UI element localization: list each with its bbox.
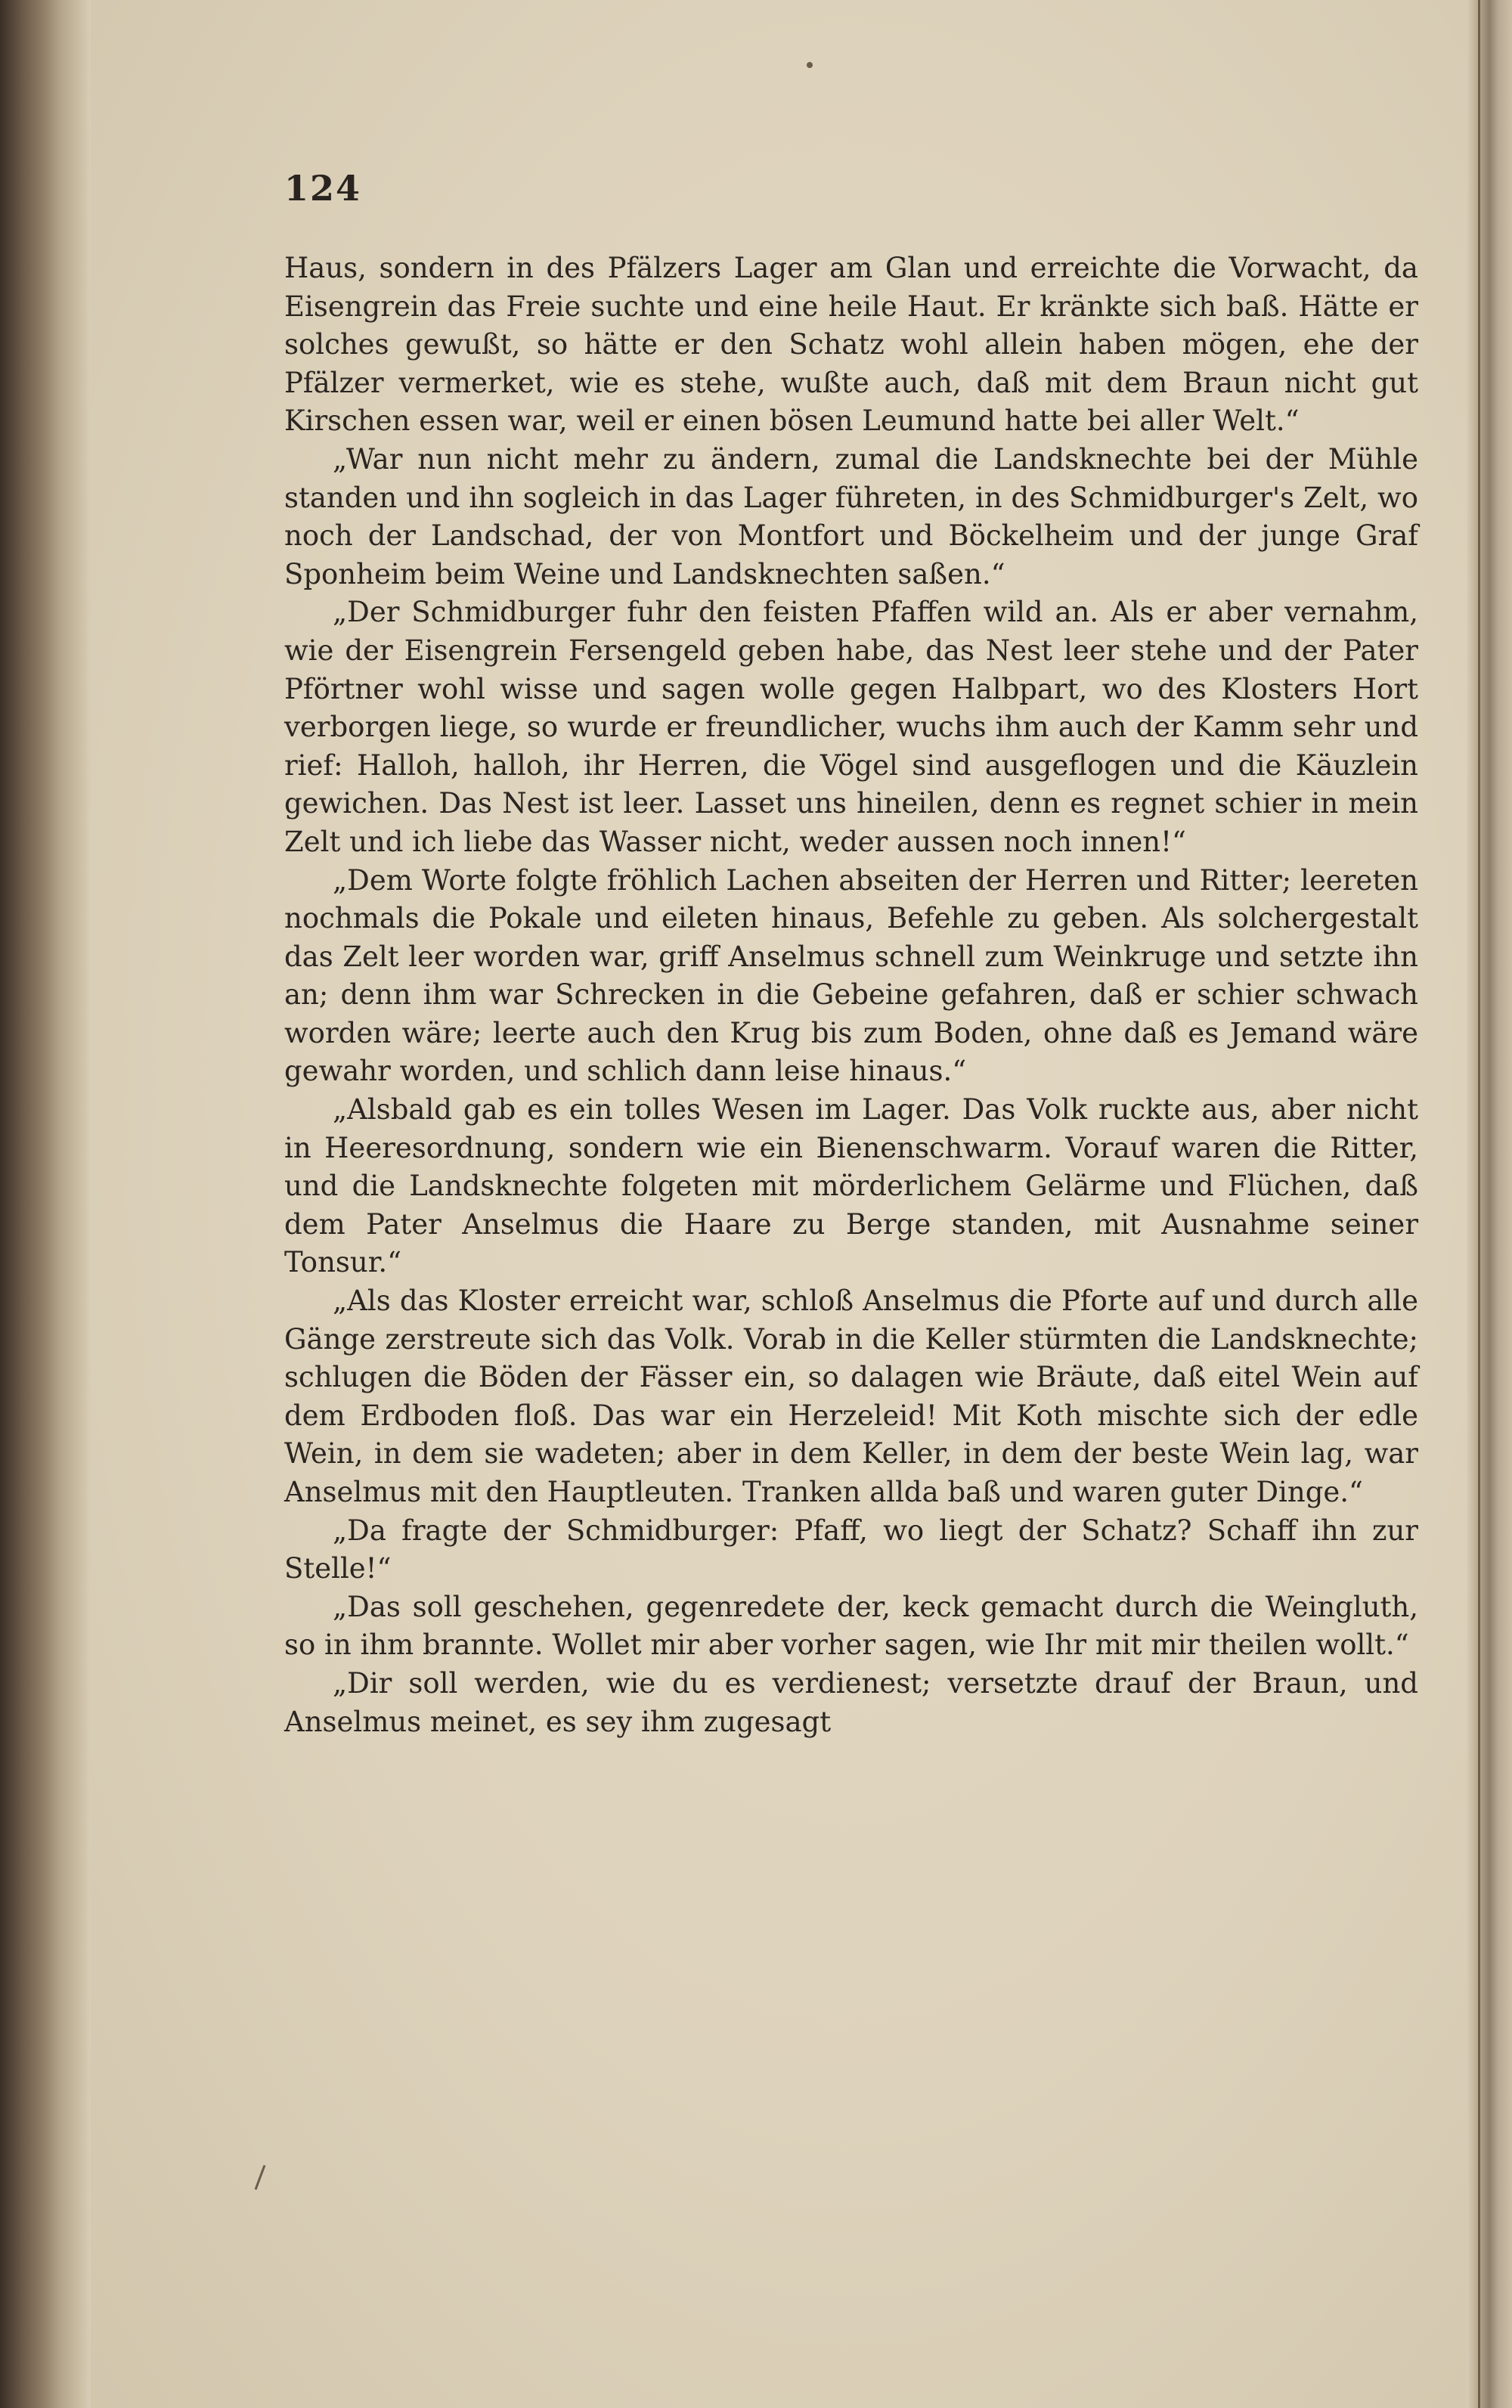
paragraph-3: „Der Schmidburger fuhr den feisten Pfaffen wild an. Als er aber vernahm, wie der Eisengrein Fersengeld geben habe, das Nest leer stehe und der Pater Pförtner wohl wisse und sagen wolle gegen Halbpart, wo des Klosters Hort verborgen liege, so wurde er freundlicher, wuchs ihm auch der Kamm sehr und rief: Halloh, halloh, ihr Herren, die Vögel sind ausgeflogen und die Käuzlein gewichen. Das Nest ist leer. Lasset uns hineilen, denn es regnet schier in mein Zelt und ich liebe das Wasser nicht, weder aussen noch innen!“: [284, 596, 1418, 858]
paragraph-5: „Alsbald gab es ein tolles Wesen im Lager. Das Volk ruckte aus, aber nicht in Heeresordnung, sondern wie ein Bienenschwarm. Vorauf waren die Ritter, und die Landsknechte folgeten mit mörderlichem Gelärme und Flüchen, daß dem Pater Anselmus die Haare zu Berge standen, mit Ausnahme seiner Tonsur.“: [284, 1093, 1418, 1279]
paragraph-4: „Dem Worte folgte fröhlich Lachen abseiten der Herren und Ritter; leereten nochmals die Pokale und eileten hinaus, Befehle zu geben. Als solchergestalt das Zelt leer worden war, griff Anselmus schnell zum Weinkruge und setzte ihn an; denn ihm war Schrecken in die Gebeine gefahren, daß er schier schwach worden wäre; leerte auch den Krug bis zum Boden, ohne daß es Jemand wäre gewahr worden, und schlich dann leise hinaus.“: [284, 863, 1418, 1088]
paragraph-2: „War nun nicht mehr zu ändern, zumal die Landsknechte bei der Mühle standen und ihn sogleich in das Lager führeten, in des Schmidburger's Zelt, wo noch der Landschad, der von Montfort und Böckelheim und der junge Graf Sponheim beim Weine und Landsknechten saßen.“: [284, 442, 1418, 590]
page-number: 124: [284, 168, 362, 209]
book-page: [91, 0, 1468, 2408]
paragraph-8: „Das soll geschehen, gegenredete der, keck gemacht durch die Weingluth, so in ihm brannte. Wollet mir aber vorher sagen, wie Ihr mit mir theilen wollt.“: [284, 1590, 1418, 1662]
paragraph-9: „Dir soll werden, wie du es verdienest; versetzte drauf der Braun, und Anselmus meinet, es sey ihm zugesagt: [284, 1666, 1418, 1738]
page-edge-line: [1478, 0, 1480, 2408]
paragraph-6: „Als das Kloster erreicht war, schloß Anselmus die Pforte auf und durch alle Gänge zerstreute sich das Volk. Vorab in die Keller stürmten die Landsknechte; schlugen die Böden der Fässer ein, so dalagen wie Bräute, daß eitel Wein auf dem Erdboden floß. Das war ein Herzeleid! Mit Koth mischte sich der edle Wein, in dem sie wadeten; aber in dem Keller, in dem der beste Wein lag, war Anselmus mit den Hauptleuten. Tranken allda baß und waren guter Dinge.“: [284, 1285, 1418, 1508]
stray-dot-mark: [805, 60, 814, 70]
page-edge-shadow: [1467, 0, 1512, 2408]
book-spine-shadow: [0, 0, 91, 2408]
stray-pencil-mark: [251, 2162, 269, 2193]
paragraph-7: „Da fragte der Schmidburger: Pfaff, wo liegt der Schatz? Schaff ihn zur Stelle!“: [284, 1514, 1418, 1585]
paragraph-1: Haus, sondern in des Pfälzers Lager am Glan und erreichte die Vorwacht, da Eisengrein das Freie suchte und eine heile Haut. Er kränkte sich baß. Hätte er solches gewußt, so hätte er den Schatz wohl allein haben mögen, ehe der Pfälzer vermerket, wie es stehe, wußte auch, daß mit dem Braun nicht gut Kirschen essen war, weil er einen bösen Leumund hatte bei aller Welt.“: [284, 252, 1418, 438]
body-text: [284, 249, 1418, 1741]
